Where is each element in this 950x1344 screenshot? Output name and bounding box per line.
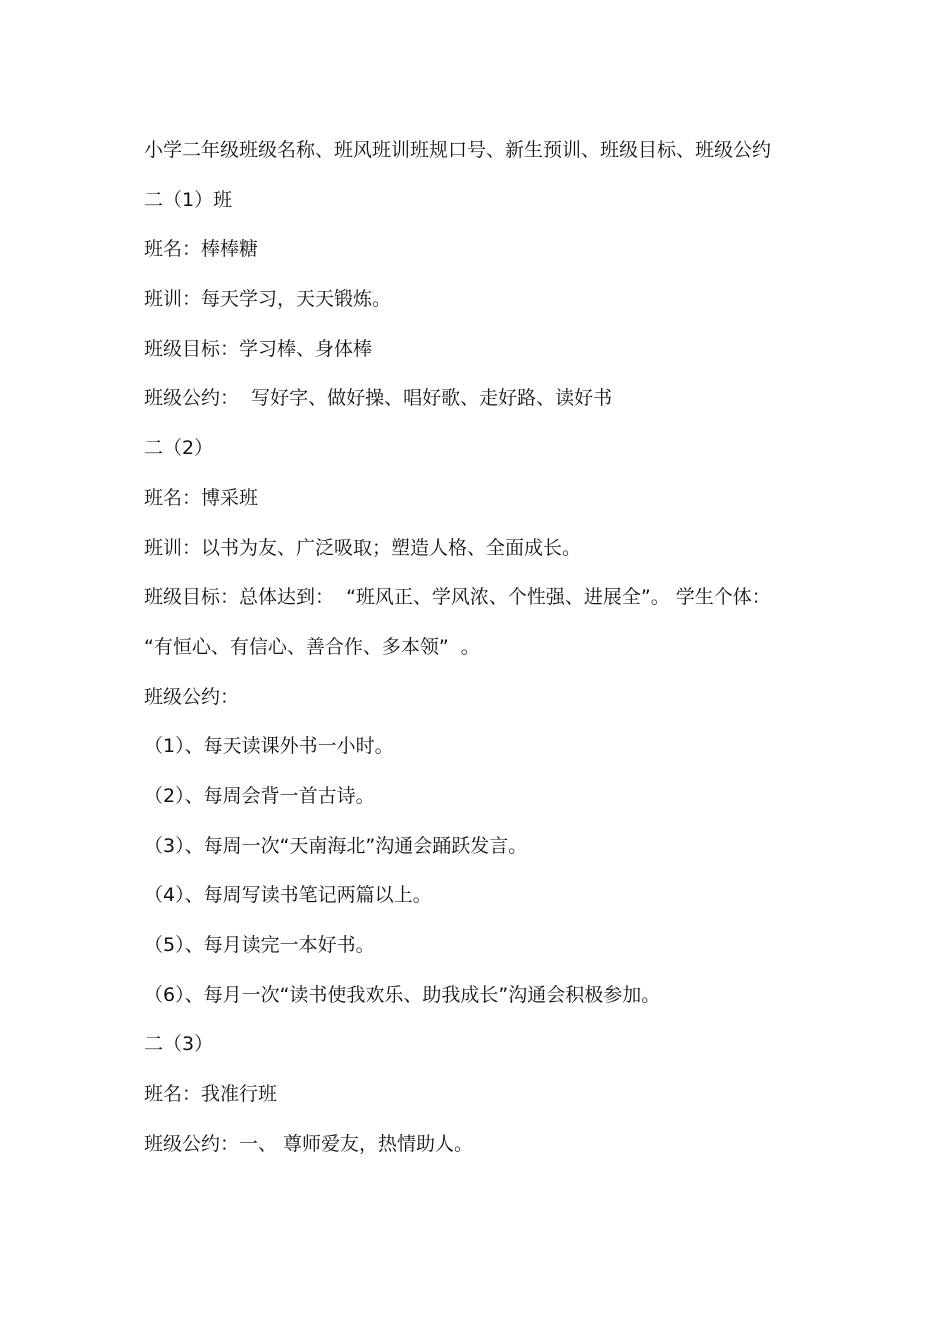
convention-item: （1）、每天读课外书一小时。 <box>144 735 394 758</box>
class-name-line: 班名：棒棒糖 <box>144 238 259 261</box>
class-name-line: 班名：我准行班 <box>144 1083 278 1106</box>
class-convention-line: 班级公约： 写好字、做好操、唱好歌、走好路、读好书 <box>144 387 613 410</box>
convention-item: （5）、每月读完一本好书。 <box>144 934 375 956</box>
class-convention-heading: 班级公约： <box>144 685 240 708</box>
class-heading-1: 二（1）班 <box>144 188 233 211</box>
class-name-line: 班名：博采班 <box>144 486 259 509</box>
convention-item: （6）、每月一次“读书使我欢乐、助我成长”沟通会积极参加。 <box>144 983 661 1006</box>
convention-item: （2）、每周会背一首古诗。 <box>144 784 375 807</box>
class-heading-3: 二（3） <box>144 1033 214 1056</box>
class-heading-2: 二（2） <box>144 437 214 460</box>
class-motto-line: 班训：每天学习，天天锻炼。 <box>144 288 392 311</box>
class-motto-line: 班训：以书为友、广泛吸取；塑造人格、全面成长。 <box>144 536 582 559</box>
class-goal-line: 班级目标：学习棒、身体棒 <box>144 337 373 360</box>
class-goal-continuation: “有恒心、有信心、善合作、多本领” 。 <box>144 635 480 658</box>
class-convention-line: 班级公约：一、 尊师爱友，热情助人。 <box>144 1132 474 1155</box>
convention-item: （4）、每周写读书笔记两篇以上。 <box>144 884 432 907</box>
class-goal-line: 班级目标：总体达到： “班风正、学风浓、个性强、进展全”。 学生个体： <box>144 586 771 609</box>
document-title: 小学二年级班级名称、班风班训班规口号、新生预训、班级目标、班级公约 <box>144 139 772 161</box>
document-body <box>144 133 844 1176</box>
convention-item: （3）、每周一次“天南海北”沟通会踊跃发言。 <box>144 834 528 857</box>
